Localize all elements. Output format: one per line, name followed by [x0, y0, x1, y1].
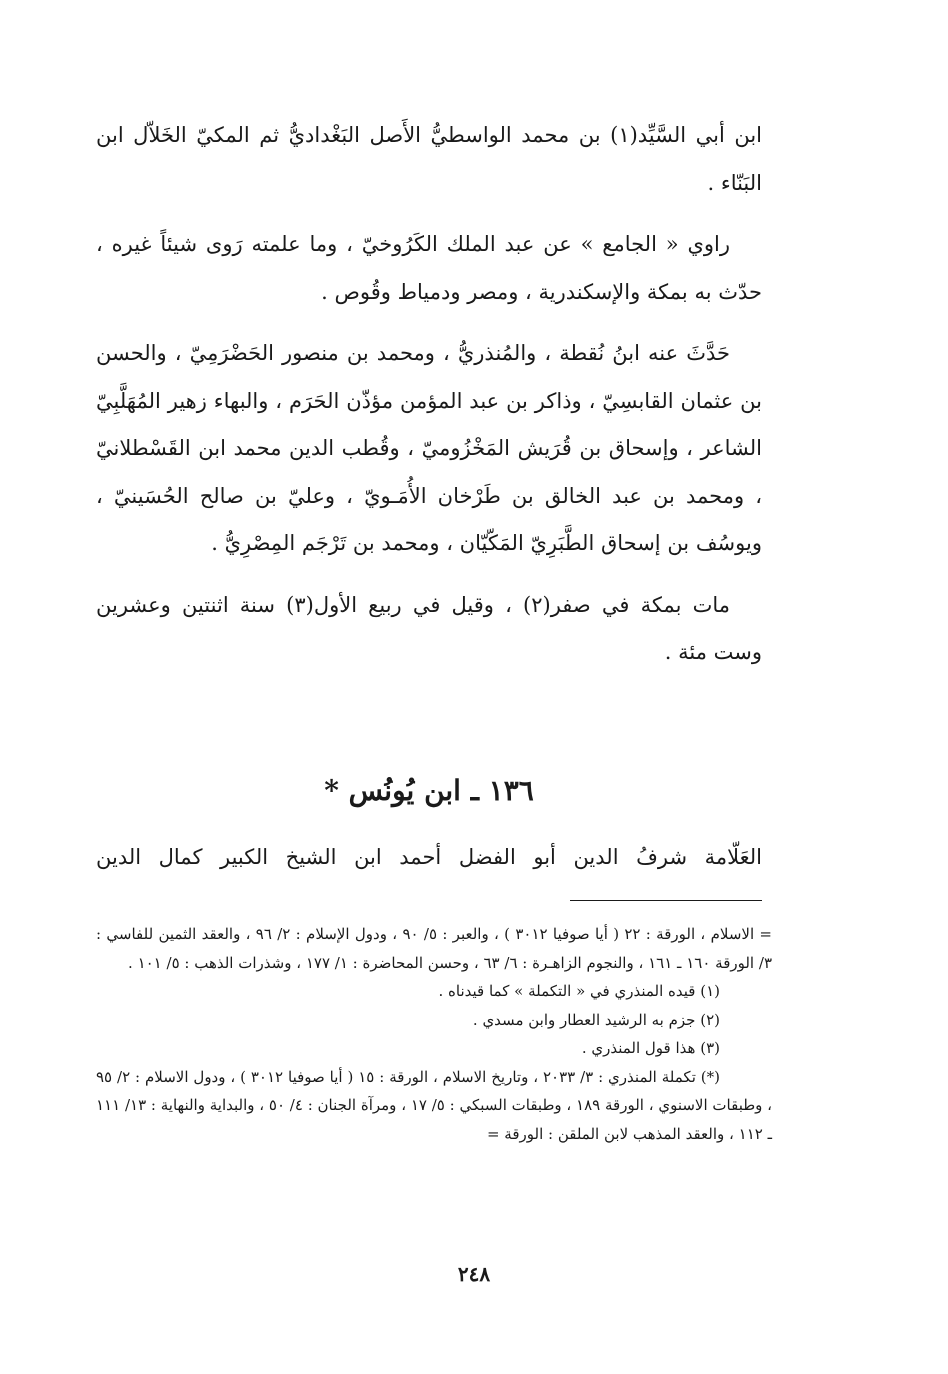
footnote-continued-sources: = الاسلام ، الورقة : ٢٢ ( أيا صوفيا ٣٠١٢ ) ، والعبر : ٥/ ٩٠ ، ودول الإسلام : ٢/ ٩٦ ، والعقد الثمين للفاسي : ٣/ الورقة ١٦٠ ـ ١٦١ ، والنجوم الزاهـرة : ٦/ ٦٣ ، وحسن المحاضرة : ١/ ١٧٧ ، وشذرات الذهب : ٥/ ١٠١ .: [96, 925, 772, 972]
body-text: [96, 112, 762, 677]
paragraph-lineage: ابن أبي السَّيِّد(١) بن محمد الواسطيُّ الأَصل البَغْداديُّ ثم المكيّ الخَلاّل ابن البَنّاء .: [96, 123, 762, 195]
footnote-2: (٢) جزم به الرشيد العطار وابن مسدي .: [472, 1010, 720, 1029]
paragraph-narrator: راوي « الجامع » عن عبد الملك الكَرُوخيّ ، وما علمته رَوى شيئاً غيره ، حدّث به بمكة والإسكندرية ، ومصر ودمياط وقُوص .: [96, 232, 762, 304]
footnotes: [96, 920, 772, 1148]
footnote-star-sources: (*) تكملة المنذري : ٣/ ٢٠٣٣ ، وتاريخ الاسلام ، الورقة : ١٥ ( أيا صوفيا ٣٠١٢ ) ، ودول الاسلام : ٢/ ٩٥ ، وطبقات الاسنوي ، الورقة ١٨٩ ، وطبقات السبكي : ٥/ ١٧ ، ومرآة الجنان : ٤/ ٥٠ ، والبداية والنهاية : ١٣/ ١١١ ـ ١١٢ ، والعقد المذهب لابن الملقن : الورقة =: [96, 1067, 773, 1143]
entry-heading: ١٣٦ ـ ابن يُونُس *: [324, 774, 534, 807]
paragraph-death: مات بمكة في صفر(٢) ، وقيل في ربيع الأول(٣) سنة اثنتين وعشرين وست مئة .: [96, 592, 762, 664]
footnote-3: (٣) هذا قول المنذري .: [581, 1039, 720, 1057]
page-number: ٢٤٨: [457, 1262, 491, 1286]
entry-subject-line: العَلّامة شرفُ الدين أبو الفضل أحمد ابن الشيخ الكبير كمال الدين: [96, 845, 762, 869]
footnote-divider: [570, 900, 762, 901]
paragraph-students: حَدَّثَ عنه ابنُ نُقطة ، والمُنذريُّ ، ومحمد بن منصور الحَضْرَمِيّ ، والحسن بن عثمان القابسِيّ ، وذاكر بن عبد المؤمن مؤذّن الحَرَم ، والبهاء زهير المُهَلَّبِيّ الشاعر ، وإسحاق بن قُرَيش المَخْزُوميّ ، وقُطب الدين محمد ابن القَسْطلانيّ ، ومحمد بن عبد الخالق بن طَرْخان الأُمَـويّ ، وعليّ بن صالح الحُسَينيّ ، ويوسُف بن إسحاق الطَّبَرِيّ المَكّيّان ، ومحمد بن تَرْجَم المِصْرِيُّ .: [96, 341, 762, 555]
footnote-1: (١) قيده المنذري في « التكملة » كما قيدناه .: [438, 982, 720, 1000]
